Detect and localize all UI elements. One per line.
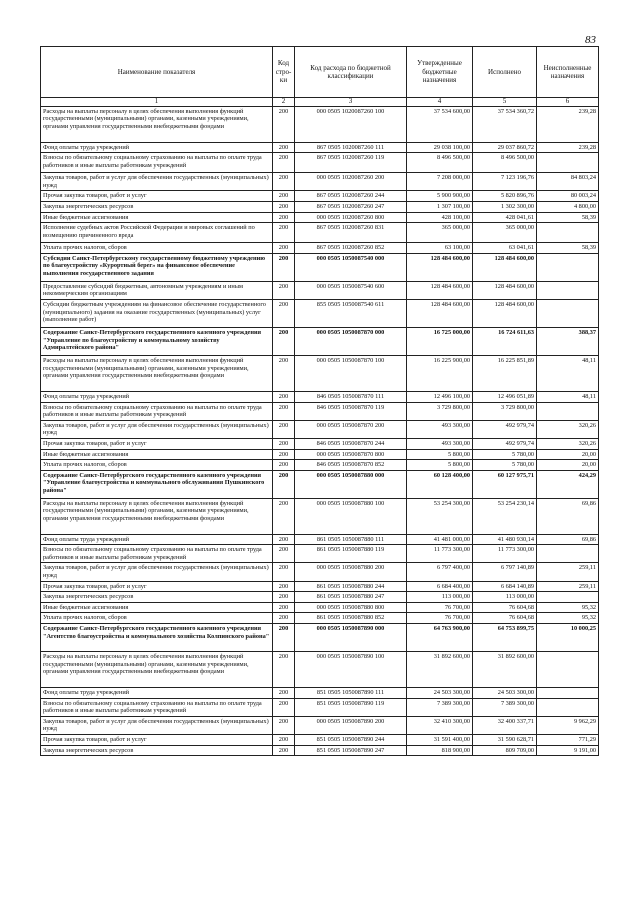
row-approved-amount: 29 038 100,00	[407, 142, 473, 153]
row-name: Взносы по обязательному социальному страхованию на выплаты по оплате труда работников и иные выплаты работникам учреждений	[41, 545, 273, 563]
row-budget-code: 846 0505 1050087870 852	[295, 460, 407, 471]
row-name: Уплата прочих налогов, сборов	[41, 243, 273, 254]
row-name: Иные бюджетные ассигнования	[41, 449, 273, 460]
row-executed-amount: 1 302 300,00	[473, 201, 537, 212]
table-row	[41, 534, 599, 545]
row-line-code: 200	[273, 327, 295, 355]
row-budget-code: 861 0505 1050087880 244	[295, 581, 407, 592]
row-name: Расходы на выплаты персоналу в целях обеспечения выполнения функций государственными (муниципальными) органами, казенными учреждениями, органами управления государственными внебюджетными фондами	[41, 652, 273, 688]
row-line-code: 200	[273, 534, 295, 545]
table-row	[41, 106, 599, 142]
row-executed-amount: 64 753 899,75	[473, 624, 537, 652]
row-line-code: 200	[273, 243, 295, 254]
row-line-code: 200	[273, 153, 295, 173]
table-row	[41, 281, 599, 299]
row-line-code: 200	[273, 106, 295, 142]
row-budget-code: 000 0505 1050087540 600	[295, 281, 407, 299]
row-line-code: 200	[273, 545, 295, 563]
header-approved: Утвержденные бюджетные назначения	[407, 47, 473, 98]
row-budget-code: 861 0505 1050087880 111	[295, 534, 407, 545]
table-row	[41, 460, 599, 471]
row-name: Иные бюджетные ассигнования	[41, 212, 273, 223]
row-approved-amount: 12 496 100,00	[407, 391, 473, 402]
table-row	[41, 563, 599, 581]
row-unexecuted-amount: 259,11	[537, 563, 599, 581]
row-approved-amount: 41 481 000,00	[407, 534, 473, 545]
row-approved-amount: 63 100,00	[407, 243, 473, 254]
row-budget-code: 867 0505 1020087260 831	[295, 223, 407, 243]
row-unexecuted-amount: 259,11	[537, 581, 599, 592]
row-budget-code: 851 0505 1050087890 119	[295, 698, 407, 716]
row-budget-code: 846 0505 1050087870 244	[295, 438, 407, 449]
row-approved-amount: 7 208 000,00	[407, 173, 473, 191]
column-number: 3	[295, 98, 407, 107]
column-number: 5	[473, 98, 537, 107]
row-executed-amount: 492 979,74	[473, 420, 537, 438]
table-row	[41, 243, 599, 254]
row-line-code: 200	[273, 688, 295, 699]
row-approved-amount: 428 100,00	[407, 212, 473, 223]
row-executed-amount: 7 123 196,76	[473, 173, 537, 191]
row-name: Взносы по обязательному социальному страхованию на выплаты по оплате труда работников и иные выплаты работникам учреждений	[41, 153, 273, 173]
table-row	[41, 716, 599, 734]
row-name: Расходы на выплаты персоналу в целях обеспечения выполнения функций государственными (муниципальными) органами, казенными учреждениями, органами управления государственными внебюджетными фондами	[41, 355, 273, 391]
row-executed-amount: 76 604,68	[473, 613, 537, 624]
row-name: Фонд оплаты труда учреждений	[41, 688, 273, 699]
row-unexecuted-amount: 239,28	[537, 106, 599, 142]
column-number: 2	[273, 98, 295, 107]
table-row	[41, 624, 599, 652]
page-number: 83	[585, 34, 596, 46]
row-approved-amount: 365 000,00	[407, 223, 473, 243]
row-budget-code: 000 0505 1050087880 800	[295, 602, 407, 613]
row-name: Фонд оплаты труда учреждений	[41, 142, 273, 153]
row-budget-code: 000 0505 1050087540 000	[295, 253, 407, 281]
row-line-code: 200	[273, 212, 295, 223]
row-name: Взносы по обязательному социальному страхованию на выплаты по оплате труда работников и иные выплаты работникам учреждений	[41, 402, 273, 420]
row-approved-amount: 5 800,00	[407, 460, 473, 471]
row-approved-amount: 1 307 100,00	[407, 201, 473, 212]
header-row	[41, 47, 599, 98]
row-budget-code: 846 0505 1050087870 119	[295, 402, 407, 420]
table-row	[41, 153, 599, 173]
row-budget-code: 000 0505 1050087890 000	[295, 624, 407, 652]
row-executed-amount: 492 979,74	[473, 438, 537, 449]
row-budget-code: 867 0505 1020087260 119	[295, 153, 407, 173]
row-name: Содержание Санкт-Петербургского государственного казенного учреждения "Управление благоустройства и коммунального обслуживания Пушкинского района"	[41, 470, 273, 498]
row-unexecuted-amount: 20,00	[537, 460, 599, 471]
row-budget-code: 861 0505 1050087880 852	[295, 613, 407, 624]
row-unexecuted-amount: 9 962,29	[537, 716, 599, 734]
row-unexecuted-amount	[537, 402, 599, 420]
row-executed-amount: 12 496 051,89	[473, 391, 537, 402]
table-row	[41, 402, 599, 420]
table-row	[41, 253, 599, 281]
row-budget-code: 867 0505 1020087260 247	[295, 201, 407, 212]
budget-table	[40, 46, 599, 756]
row-budget-code: 867 0505 1020087260 111	[295, 142, 407, 153]
row-executed-amount: 32 400 337,71	[473, 716, 537, 734]
row-line-code: 200	[273, 223, 295, 243]
row-executed-amount: 5 780,00	[473, 449, 537, 460]
row-unexecuted-amount: 84 803,24	[537, 173, 599, 191]
row-line-code: 200	[273, 299, 295, 327]
table-row	[41, 498, 599, 534]
row-executed-amount: 37 534 360,72	[473, 106, 537, 142]
row-approved-amount: 113 000,00	[407, 592, 473, 603]
row-budget-code: 000 0505 1020087260 100	[295, 106, 407, 142]
row-line-code: 200	[273, 438, 295, 449]
row-name: Прочая закупка товаров, работ и услуг	[41, 438, 273, 449]
row-unexecuted-amount	[537, 545, 599, 563]
row-line-code: 200	[273, 173, 295, 191]
row-budget-code: 000 0505 1050087870 800	[295, 449, 407, 460]
header-name: Наименование показателя	[41, 47, 273, 98]
row-approved-amount: 6 684 400,00	[407, 581, 473, 592]
row-executed-amount: 31 892 600,00	[473, 652, 537, 688]
row-name: Фонд оплаты труда учреждений	[41, 534, 273, 545]
row-name: Закупка товаров, работ и услуг для обеспечения государственных (муниципальных) нужд	[41, 420, 273, 438]
row-unexecuted-amount	[537, 688, 599, 699]
row-line-code: 200	[273, 402, 295, 420]
row-approved-amount: 32 410 300,00	[407, 716, 473, 734]
row-name: Закупка энергетических ресурсов	[41, 201, 273, 212]
table-row	[41, 212, 599, 223]
row-unexecuted-amount: 424,29	[537, 470, 599, 498]
row-name: Закупка товаров, работ и услуг для обеспечения государственных (муниципальных) нужд	[41, 173, 273, 191]
row-unexecuted-amount	[537, 153, 599, 173]
row-approved-amount: 31 892 600,00	[407, 652, 473, 688]
row-unexecuted-amount	[537, 299, 599, 327]
table-body	[41, 106, 599, 756]
table-row	[41, 449, 599, 460]
row-budget-code: 000 0505 1050087870 000	[295, 327, 407, 355]
row-line-code: 200	[273, 563, 295, 581]
header-line: Код стро-ки	[273, 47, 295, 98]
row-executed-amount: 128 484 600,00	[473, 281, 537, 299]
table-row	[41, 592, 599, 603]
row-approved-amount: 16 725 000,00	[407, 327, 473, 355]
row-budget-code: 000 0505 1050087880 100	[295, 498, 407, 534]
row-name: Прочая закупка товаров, работ и услуг	[41, 191, 273, 202]
row-unexecuted-amount: 239,28	[537, 142, 599, 153]
row-budget-code: 000 0505 1050087890 100	[295, 652, 407, 688]
row-unexecuted-amount: 771,29	[537, 735, 599, 746]
row-executed-amount: 16 225 851,89	[473, 355, 537, 391]
row-approved-amount: 11 773 300,00	[407, 545, 473, 563]
row-line-code: 200	[273, 460, 295, 471]
table-row	[41, 652, 599, 688]
table-row	[41, 438, 599, 449]
row-approved-amount: 16 225 900,00	[407, 355, 473, 391]
row-executed-amount: 113 000,00	[473, 592, 537, 603]
table-row	[41, 745, 599, 756]
row-budget-code: 861 0505 1050087880 247	[295, 592, 407, 603]
row-unexecuted-amount: 58,39	[537, 243, 599, 254]
row-unexecuted-amount: 58,39	[537, 212, 599, 223]
table-row	[41, 299, 599, 327]
row-approved-amount: 128 484 600,00	[407, 299, 473, 327]
row-unexecuted-amount: 95,32	[537, 602, 599, 613]
row-unexecuted-amount: 20,00	[537, 449, 599, 460]
row-executed-amount: 7 389 300,00	[473, 698, 537, 716]
row-executed-amount: 53 254 230,14	[473, 498, 537, 534]
header-executed: Исполнено	[473, 47, 537, 98]
column-number-row	[41, 98, 599, 107]
row-approved-amount: 76 700,00	[407, 602, 473, 613]
row-executed-amount: 6 684 140,89	[473, 581, 537, 592]
row-approved-amount: 128 484 600,00	[407, 253, 473, 281]
row-name: Иные бюджетные ассигнования	[41, 602, 273, 613]
row-executed-amount: 128 484 600,00	[473, 299, 537, 327]
row-line-code: 200	[273, 745, 295, 756]
row-line-code: 200	[273, 624, 295, 652]
row-budget-code: 000 0505 1050087870 200	[295, 420, 407, 438]
row-unexecuted-amount	[537, 698, 599, 716]
row-line-code: 200	[273, 201, 295, 212]
table-row	[41, 420, 599, 438]
row-budget-code: 851 0505 1050087890 244	[295, 735, 407, 746]
table-row	[41, 223, 599, 243]
row-executed-amount: 365 000,00	[473, 223, 537, 243]
row-approved-amount: 53 254 300,00	[407, 498, 473, 534]
row-approved-amount: 76 700,00	[407, 613, 473, 624]
row-unexecuted-amount	[537, 281, 599, 299]
row-name: Закупка энергетических ресурсов	[41, 592, 273, 603]
row-budget-code: 000 0505 1020087260 800	[295, 212, 407, 223]
row-executed-amount: 16 724 611,63	[473, 327, 537, 355]
row-budget-code: 851 0505 1050087890 247	[295, 745, 407, 756]
row-executed-amount: 31 590 628,71	[473, 735, 537, 746]
table-row	[41, 327, 599, 355]
row-name: Содержание Санкт-Петербургского государственного казенного учреждения "Агентство благоустройства и коммунального хозяйства Колпинского района"	[41, 624, 273, 652]
row-unexecuted-amount: 320,26	[537, 438, 599, 449]
row-executed-amount: 24 503 300,00	[473, 688, 537, 699]
row-name: Взносы по обязательному социальному страхованию на выплаты по оплате труда работников и иные выплаты работникам учреждений	[41, 698, 273, 716]
row-name: Прочая закупка товаров, работ и услуг	[41, 735, 273, 746]
row-unexecuted-amount	[537, 652, 599, 688]
row-budget-code: 000 0505 1050087880 000	[295, 470, 407, 498]
row-approved-amount: 24 503 300,00	[407, 688, 473, 699]
row-unexecuted-amount: 69,86	[537, 498, 599, 534]
row-executed-amount: 41 480 930,14	[473, 534, 537, 545]
row-executed-amount: 3 729 800,00	[473, 402, 537, 420]
row-budget-code: 861 0505 1050087880 119	[295, 545, 407, 563]
row-name: Содержание Санкт-Петербургского государственного казенного учреждения "Управление по благоустройству и коммунальному хозяйству Адмиралтейского района"	[41, 327, 273, 355]
row-executed-amount: 128 484 600,00	[473, 253, 537, 281]
row-budget-code: 855 0505 1050087540 611	[295, 299, 407, 327]
table-row	[41, 173, 599, 191]
column-number: 6	[537, 98, 599, 107]
row-unexecuted-amount: 388,37	[537, 327, 599, 355]
table-row	[41, 391, 599, 402]
table-row	[41, 602, 599, 613]
row-unexecuted-amount	[537, 253, 599, 281]
row-executed-amount: 6 797 140,89	[473, 563, 537, 581]
row-approved-amount: 5 800,00	[407, 449, 473, 460]
row-line-code: 200	[273, 191, 295, 202]
row-line-code: 200	[273, 592, 295, 603]
row-executed-amount: 8 496 500,00	[473, 153, 537, 173]
row-executed-amount: 5 820 896,76	[473, 191, 537, 202]
table-row	[41, 545, 599, 563]
row-name: Закупка энергетических ресурсов	[41, 745, 273, 756]
row-name: Субсидии бюджетным учреждениям на финансовое обеспечение государственного (муниципального) задания на оказание государственных (муниципальных) услуг (выполнение работ)	[41, 299, 273, 327]
row-executed-amount: 60 127 975,71	[473, 470, 537, 498]
row-unexecuted-amount: 4 800,00	[537, 201, 599, 212]
row-name: Расходы на выплаты персоналу в целях обеспечения выполнения функций государственными (муниципальными) органами, казенными учреждениями, органами управления государственными внебюджетными фондами	[41, 106, 273, 142]
row-approved-amount: 493 300,00	[407, 438, 473, 449]
row-budget-code: 851 0505 1050087890 111	[295, 688, 407, 699]
table-row	[41, 470, 599, 498]
row-approved-amount: 128 484 600,00	[407, 281, 473, 299]
row-executed-amount: 29 037 860,72	[473, 142, 537, 153]
row-name: Прочая закупка товаров, работ и услуг	[41, 581, 273, 592]
row-unexecuted-amount: 10 000,25	[537, 624, 599, 652]
table-row	[41, 201, 599, 212]
table-row	[41, 735, 599, 746]
table-row	[41, 688, 599, 699]
row-line-code: 200	[273, 613, 295, 624]
row-executed-amount: 809 709,00	[473, 745, 537, 756]
row-name: Закупка товаров, работ и услуг для обеспечения государственных (муниципальных) нужд	[41, 563, 273, 581]
row-approved-amount: 5 900 900,00	[407, 191, 473, 202]
row-approved-amount: 8 496 500,00	[407, 153, 473, 173]
row-approved-amount: 7 389 300,00	[407, 698, 473, 716]
table-row	[41, 142, 599, 153]
row-executed-amount: 5 780,00	[473, 460, 537, 471]
row-budget-code: 867 0505 1020087260 244	[295, 191, 407, 202]
column-number: 4	[407, 98, 473, 107]
row-budget-code: 000 0505 1050087870 100	[295, 355, 407, 391]
row-unexecuted-amount: 48,11	[537, 391, 599, 402]
row-name: Исполнение судебных актов Российской Федерации и мировых соглашений по возмещению причиненного вреда	[41, 223, 273, 243]
header-unexecuted: Неисполненные назначения	[537, 47, 599, 98]
row-line-code: 200	[273, 602, 295, 613]
row-name: Закупка товаров, работ и услуг для обеспечения государственных (муниципальных) нужд	[41, 716, 273, 734]
row-approved-amount: 6 797 400,00	[407, 563, 473, 581]
row-approved-amount: 3 729 800,00	[407, 402, 473, 420]
row-line-code: 200	[273, 498, 295, 534]
row-approved-amount: 31 591 400,00	[407, 735, 473, 746]
row-budget-code: 846 0505 1050087870 111	[295, 391, 407, 402]
row-executed-amount: 428 041,61	[473, 212, 537, 223]
row-budget-code: 000 0505 1020087260 200	[295, 173, 407, 191]
row-line-code: 200	[273, 281, 295, 299]
table-row	[41, 613, 599, 624]
header-code: Код расхода по бюджетной классификации	[295, 47, 407, 98]
row-executed-amount: 76 604,68	[473, 602, 537, 613]
row-executed-amount: 11 773 300,00	[473, 545, 537, 563]
row-budget-code: 000 0505 1050087890 200	[295, 716, 407, 734]
row-name: Фонд оплаты труда учреждений	[41, 391, 273, 402]
row-name: Субсидии Санкт-Петербургскому государственному бюджетному учреждению по благоустройству «Курортный берег» на финансовое обеспечение выполнения государственного задания	[41, 253, 273, 281]
row-name: Расходы на выплаты персоналу в целях обеспечения выполнения функций государственными (муниципальными) органами, казенными учреждениями, органами управления государственными внебюджетными фондами	[41, 498, 273, 534]
row-name: Уплата прочих налогов, сборов	[41, 613, 273, 624]
row-approved-amount: 60 128 400,00	[407, 470, 473, 498]
row-line-code: 200	[273, 391, 295, 402]
row-unexecuted-amount	[537, 223, 599, 243]
row-executed-amount: 63 041,61	[473, 243, 537, 254]
row-budget-code: 867 0505 1020087260 852	[295, 243, 407, 254]
row-approved-amount: 37 534 600,00	[407, 106, 473, 142]
row-unexecuted-amount: 69,86	[537, 534, 599, 545]
row-unexecuted-amount	[537, 592, 599, 603]
table-row	[41, 191, 599, 202]
row-line-code: 200	[273, 420, 295, 438]
row-approved-amount: 493 300,00	[407, 420, 473, 438]
row-line-code: 200	[273, 142, 295, 153]
row-unexecuted-amount: 320,26	[537, 420, 599, 438]
row-line-code: 200	[273, 449, 295, 460]
row-unexecuted-amount: 9 191,00	[537, 745, 599, 756]
row-line-code: 200	[273, 355, 295, 391]
row-approved-amount: 818 900,00	[407, 745, 473, 756]
row-line-code: 200	[273, 716, 295, 734]
table-row	[41, 698, 599, 716]
row-approved-amount: 64 763 900,00	[407, 624, 473, 652]
row-line-code: 200	[273, 698, 295, 716]
row-budget-code: 000 0505 1050087880 200	[295, 563, 407, 581]
table-row	[41, 581, 599, 592]
row-name: Уплата прочих налогов, сборов	[41, 460, 273, 471]
row-unexecuted-amount: 80 003,24	[537, 191, 599, 202]
row-name: Предоставление субсидий бюджетным, автономным учреждениям и иным некоммерческим организациям	[41, 281, 273, 299]
column-number: 1	[41, 98, 273, 107]
row-line-code: 200	[273, 652, 295, 688]
row-line-code: 200	[273, 253, 295, 281]
table-row	[41, 355, 599, 391]
row-line-code: 200	[273, 470, 295, 498]
row-line-code: 200	[273, 581, 295, 592]
row-line-code: 200	[273, 735, 295, 746]
row-unexecuted-amount: 95,32	[537, 613, 599, 624]
row-unexecuted-amount: 48,11	[537, 355, 599, 391]
